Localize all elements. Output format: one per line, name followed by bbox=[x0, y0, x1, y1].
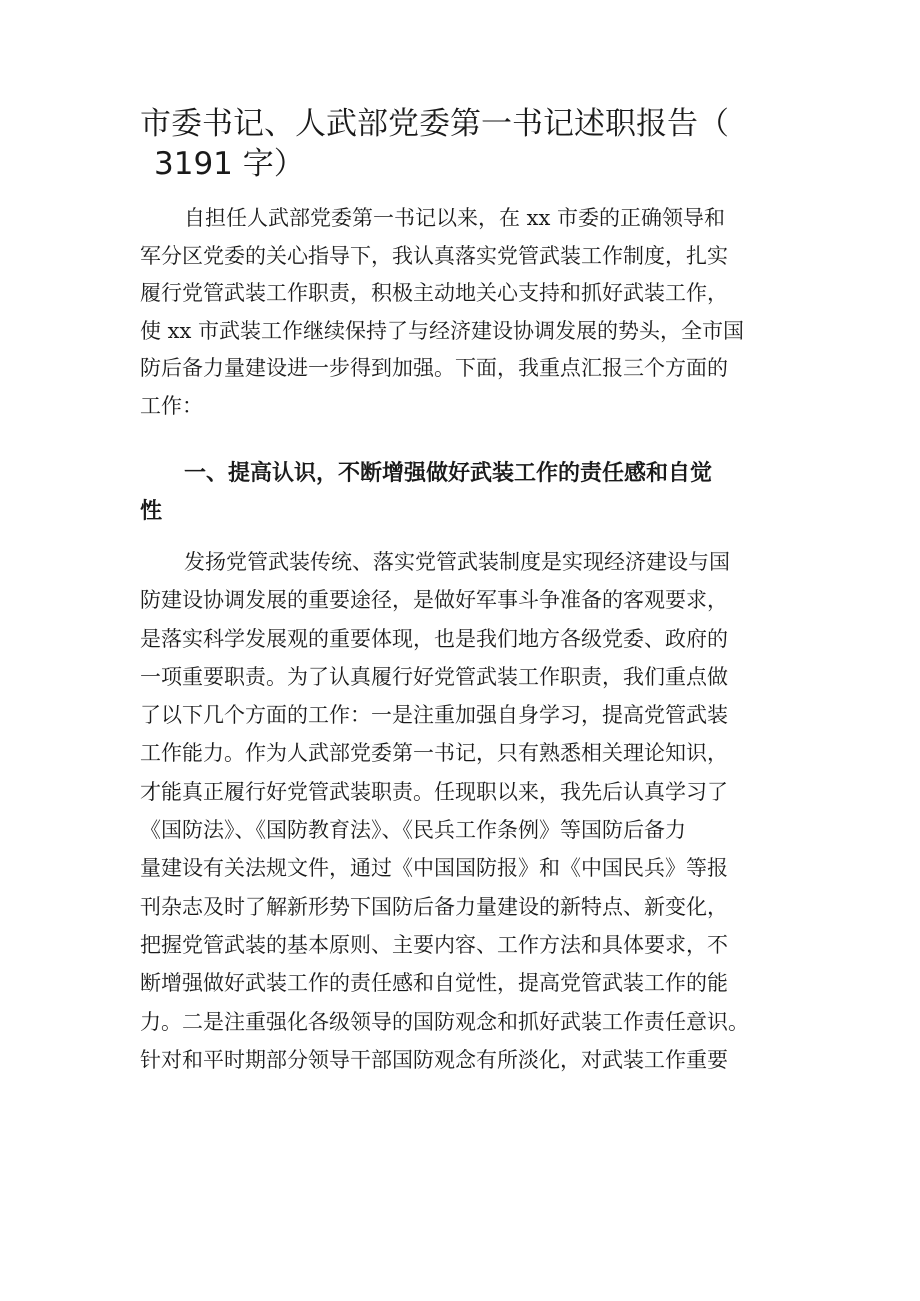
section-1-paragraph bbox=[140, 543, 800, 1079]
section-heading-1 bbox=[140, 455, 800, 531]
text-line: 《国防法》、《国防教育法》、《民兵工作条例》等国防后备力 bbox=[140, 818, 686, 843]
text-line: 军分区党委的关心指导下，我认真落实党管武装工作制度，扎实 bbox=[140, 243, 728, 268]
document-title bbox=[140, 104, 800, 184]
text-line: 了以下几个方面的工作：一是注重加强自身学习，提高党管武装 bbox=[140, 703, 728, 728]
title-line: 3191 字） bbox=[154, 146, 305, 182]
text-line: 针对和平时期部分领导干部国防观念有所淡化，对武装工作重要 bbox=[140, 1047, 728, 1072]
intro-paragraph bbox=[140, 200, 800, 425]
text-line: 工作能力。作为人武部党委第一书记，只有熟悉相关理论知识， bbox=[140, 741, 728, 766]
text-line: 履行党管武装工作职责，积极主动地关心支持和抓好武装工作， bbox=[140, 281, 728, 305]
heading-line: 一、提高认识，不断增强做好武装工作的责任感和自觉 bbox=[184, 461, 713, 486]
text-line: 力。二是注重强化各级领导的国防观念和抓好武装工作责任意识。 bbox=[140, 1009, 749, 1034]
text-line: 防后备力量建设进一步得到加强。下面，我重点汇报三个方面的 bbox=[140, 356, 728, 380]
text-line: 断增强做好武装工作的责任感和自觉性，提高党管武装工作的能 bbox=[140, 971, 728, 996]
text-line: 发扬党管武装传统、落实党管武装制度是实现经济建设与国 bbox=[184, 550, 730, 574]
text-line: 刊杂志及时了解新形势下国防后备力量建设的新特点、新变化， bbox=[140, 894, 728, 919]
heading-line: 性 bbox=[140, 499, 163, 524]
text-line: 把握党管武装的基本原则、主要内容、工作方法和具体要求，不 bbox=[140, 932, 728, 957]
text-line: 才能真正履行好党管武装职责。任现职以来，我先后认真学习了 bbox=[140, 779, 728, 804]
text-line: 自担任人武部党委第一书记以来，在 xx 市委的正确领导和 bbox=[184, 206, 726, 230]
text-line: 工作： bbox=[140, 393, 203, 418]
text-line: 是落实科学发展观的重要体现，也是我们地方各级党委、政府的 bbox=[140, 626, 728, 651]
text-line: 防建设协调发展的重要途径，是做好军事斗争准备的客观要求， bbox=[140, 588, 728, 613]
text-line: 量建设有关法规文件，通过《中国国防报》和《中国民兵》等报 bbox=[140, 856, 728, 881]
text-line: 一项重要职责。为了认真履行好党管武装工作职责，我们重点做 bbox=[140, 664, 728, 689]
text-line: 使 xx 市武装工作继续保持了与经济建设协调发展的势头，全市国 bbox=[140, 318, 745, 343]
title-line: 市委书记、人武部党委第一书记述职报告（ bbox=[140, 106, 729, 142]
